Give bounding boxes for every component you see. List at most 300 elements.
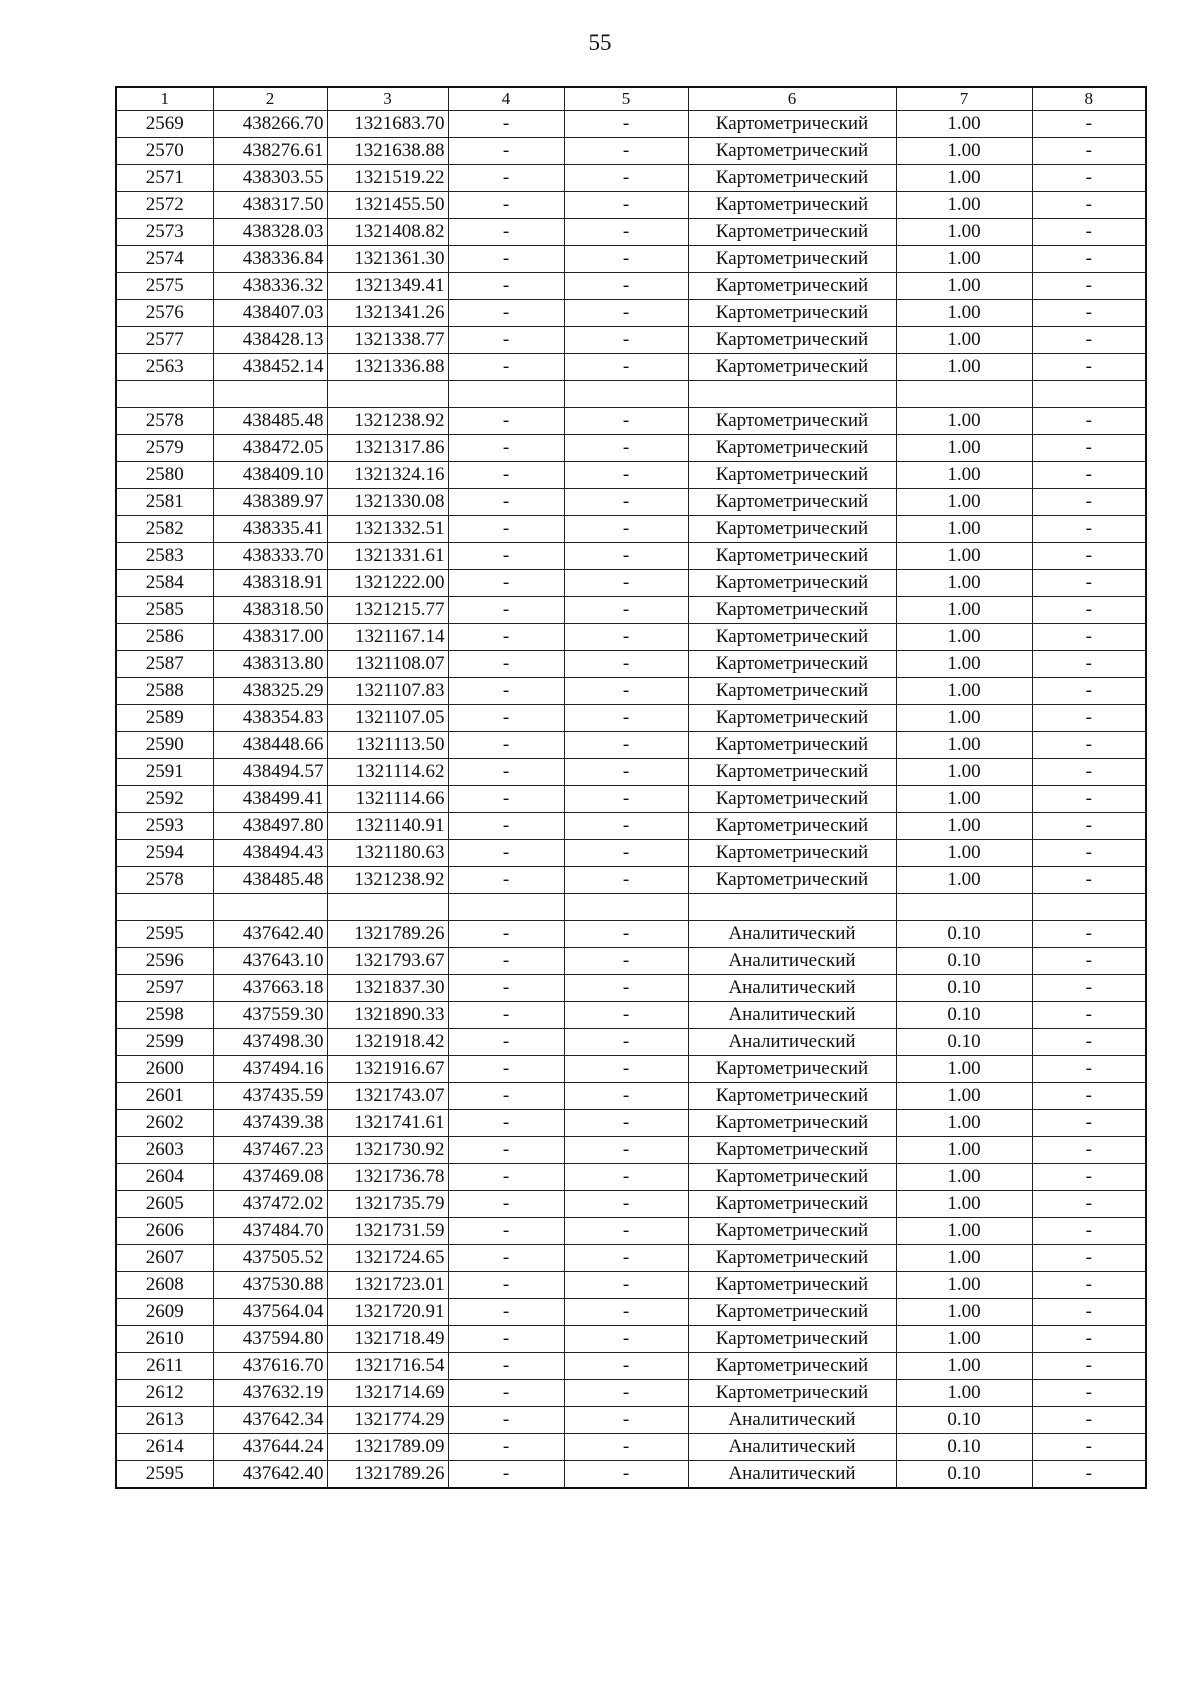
accuracy-cell: 1.00 <box>896 867 1032 894</box>
column-5-cell: - <box>564 543 688 570</box>
accuracy-cell: 1.00 <box>896 1110 1032 1137</box>
table-row <box>116 813 1146 840</box>
column-4-cell: - <box>448 165 564 192</box>
table-row <box>116 570 1146 597</box>
column-4-cell: - <box>448 1191 564 1218</box>
y-coordinate-cell: 1321789.26 <box>327 921 448 948</box>
column-8-cell: - <box>1032 1002 1146 1029</box>
column-header: 7 <box>896 87 1032 111</box>
column-5-cell: - <box>564 516 688 543</box>
point-number-cell: 2602 <box>116 1110 213 1137</box>
column-8-cell: - <box>1032 1434 1146 1461</box>
column-5-cell: - <box>564 1434 688 1461</box>
x-coordinate-cell: 437498.30 <box>213 1029 327 1056</box>
column-5-cell: - <box>564 1083 688 1110</box>
column-4-cell: - <box>448 840 564 867</box>
column-4-cell: - <box>448 1407 564 1434</box>
x-coordinate-cell: 437494.16 <box>213 1056 327 1083</box>
x-coordinate-cell <box>213 894 327 921</box>
table-row <box>116 1083 1146 1110</box>
x-coordinate-cell: 437642.34 <box>213 1407 327 1434</box>
point-number-cell: 2590 <box>116 732 213 759</box>
x-coordinate-cell: 438335.41 <box>213 516 327 543</box>
table-row <box>116 732 1146 759</box>
column-5-cell: - <box>564 1407 688 1434</box>
method-cell: Аналитический <box>688 1029 896 1056</box>
x-coordinate-cell: 437642.40 <box>213 921 327 948</box>
point-number-cell: 2605 <box>116 1191 213 1218</box>
column-8-cell: - <box>1032 1326 1146 1353</box>
method-cell: Картометрический <box>688 300 896 327</box>
point-number-cell: 2569 <box>116 111 213 138</box>
method-cell: Картометрический <box>688 1326 896 1353</box>
column-8-cell: - <box>1032 1164 1146 1191</box>
point-number-cell: 2580 <box>116 462 213 489</box>
accuracy-cell <box>896 381 1032 408</box>
method-cell: Картометрический <box>688 246 896 273</box>
accuracy-cell: 0.10 <box>896 975 1032 1002</box>
point-number-cell: 2604 <box>116 1164 213 1191</box>
column-8-cell: - <box>1032 516 1146 543</box>
accuracy-cell: 1.00 <box>896 462 1032 489</box>
y-coordinate-cell: 1321238.92 <box>327 408 448 435</box>
column-4-cell: - <box>448 732 564 759</box>
point-number-cell: 2597 <box>116 975 213 1002</box>
y-coordinate-cell: 1321113.50 <box>327 732 448 759</box>
column-4-cell: - <box>448 273 564 300</box>
column-8-cell: - <box>1032 273 1146 300</box>
method-cell: Картометрический <box>688 678 896 705</box>
y-coordinate-cell: 1321336.88 <box>327 354 448 381</box>
table-row <box>116 462 1146 489</box>
column-5-cell: - <box>564 435 688 462</box>
column-5-cell <box>564 381 688 408</box>
point-number-cell: 2608 <box>116 1272 213 1299</box>
accuracy-cell: 0.10 <box>896 948 1032 975</box>
x-coordinate-cell: 438317.00 <box>213 624 327 651</box>
x-coordinate-cell: 438494.57 <box>213 759 327 786</box>
point-number-cell: 2609 <box>116 1299 213 1326</box>
table-row <box>116 300 1146 327</box>
y-coordinate-cell: 1321730.92 <box>327 1137 448 1164</box>
column-4-cell: - <box>448 1137 564 1164</box>
method-cell: Аналитический <box>688 948 896 975</box>
x-coordinate-cell: 438266.70 <box>213 111 327 138</box>
table-row <box>116 408 1146 435</box>
table-row <box>116 1299 1146 1326</box>
accuracy-cell: 1.00 <box>896 1083 1032 1110</box>
column-4-cell: - <box>448 1029 564 1056</box>
accuracy-cell: 1.00 <box>896 705 1032 732</box>
table-row <box>116 1326 1146 1353</box>
column-5-cell: - <box>564 1002 688 1029</box>
column-8-cell: - <box>1032 1380 1146 1407</box>
x-coordinate-cell: 437472.02 <box>213 1191 327 1218</box>
table-row <box>116 921 1146 948</box>
point-number-cell: 2610 <box>116 1326 213 1353</box>
column-8-cell: - <box>1032 1353 1146 1380</box>
column-5-cell: - <box>564 705 688 732</box>
table-row <box>116 1137 1146 1164</box>
point-number-cell: 2613 <box>116 1407 213 1434</box>
method-cell: Картометрический <box>688 705 896 732</box>
method-cell: Картометрический <box>688 219 896 246</box>
y-coordinate-cell: 1321724.65 <box>327 1245 448 1272</box>
accuracy-cell: 1.00 <box>896 651 1032 678</box>
column-5-cell: - <box>564 759 688 786</box>
point-number-cell: 2582 <box>116 516 213 543</box>
column-8-cell: - <box>1032 1137 1146 1164</box>
table-row <box>116 543 1146 570</box>
y-coordinate-cell: 1321918.42 <box>327 1029 448 1056</box>
x-coordinate-cell: 438303.55 <box>213 165 327 192</box>
y-coordinate-cell: 1321107.05 <box>327 705 448 732</box>
column-8-cell: - <box>1032 1056 1146 1083</box>
accuracy-cell: 1.00 <box>896 1353 1032 1380</box>
method-cell: Картометрический <box>688 489 896 516</box>
method-cell: Картометрический <box>688 165 896 192</box>
accuracy-cell: 1.00 <box>896 624 1032 651</box>
column-4-cell: - <box>448 597 564 624</box>
x-coordinate-cell: 438497.80 <box>213 813 327 840</box>
table-body <box>116 111 1146 1489</box>
method-cell: Картометрический <box>688 624 896 651</box>
method-cell: Картометрический <box>688 570 896 597</box>
column-8-cell: - <box>1032 786 1146 813</box>
table-row <box>116 327 1146 354</box>
y-coordinate-cell: 1321916.67 <box>327 1056 448 1083</box>
accuracy-cell: 1.00 <box>896 1191 1032 1218</box>
column-8-cell: - <box>1032 1245 1146 1272</box>
table-row <box>116 165 1146 192</box>
column-5-cell: - <box>564 408 688 435</box>
column-4-cell: - <box>448 651 564 678</box>
accuracy-cell: 0.10 <box>896 1029 1032 1056</box>
point-number-cell: 2593 <box>116 813 213 840</box>
method-cell: Картометрический <box>688 327 896 354</box>
y-coordinate-cell: 1321222.00 <box>327 570 448 597</box>
table-row <box>116 759 1146 786</box>
table-row <box>116 786 1146 813</box>
column-header: 1 <box>116 87 213 111</box>
table-row <box>116 1461 1146 1489</box>
method-cell: Картометрический <box>688 732 896 759</box>
accuracy-cell: 1.00 <box>896 408 1032 435</box>
column-4-cell: - <box>448 1299 564 1326</box>
method-cell: Картометрический <box>688 1191 896 1218</box>
accuracy-cell: 1.00 <box>896 813 1032 840</box>
table-row <box>116 1272 1146 1299</box>
column-8-cell: - <box>1032 1461 1146 1489</box>
column-4-cell: - <box>448 1326 564 1353</box>
column-8-cell: - <box>1032 840 1146 867</box>
column-5-cell <box>564 894 688 921</box>
table-row <box>116 678 1146 705</box>
point-number-cell: 2594 <box>116 840 213 867</box>
table-row <box>116 138 1146 165</box>
column-5-cell: - <box>564 246 688 273</box>
column-8-cell: - <box>1032 813 1146 840</box>
accuracy-cell: 1.00 <box>896 165 1032 192</box>
column-4-cell: - <box>448 1083 564 1110</box>
column-4-cell: - <box>448 300 564 327</box>
column-4-cell: - <box>448 1218 564 1245</box>
y-coordinate-cell: 1321330.08 <box>327 489 448 516</box>
column-8-cell: - <box>1032 678 1146 705</box>
column-8-cell: - <box>1032 1218 1146 1245</box>
y-coordinate-cell: 1321837.30 <box>327 975 448 1002</box>
table-header-row <box>116 87 1146 111</box>
method-cell: Картометрический <box>688 543 896 570</box>
x-coordinate-cell: 437564.04 <box>213 1299 327 1326</box>
table-row <box>116 948 1146 975</box>
column-8-cell: - <box>1032 975 1146 1002</box>
column-header: 5 <box>564 87 688 111</box>
point-number-cell <box>116 894 213 921</box>
y-coordinate-cell <box>327 381 448 408</box>
point-number-cell: 2575 <box>116 273 213 300</box>
point-number-cell: 2591 <box>116 759 213 786</box>
column-5-cell: - <box>564 165 688 192</box>
point-number-cell: 2578 <box>116 408 213 435</box>
column-8-cell <box>1032 381 1146 408</box>
column-5-cell: - <box>564 138 688 165</box>
table-row <box>116 489 1146 516</box>
column-8-cell: - <box>1032 1191 1146 1218</box>
y-coordinate-cell: 1321789.26 <box>327 1461 448 1489</box>
table-row <box>116 246 1146 273</box>
column-5-cell: - <box>564 354 688 381</box>
accuracy-cell: 1.00 <box>896 1299 1032 1326</box>
table-row <box>116 1029 1146 1056</box>
y-coordinate-cell: 1321341.26 <box>327 300 448 327</box>
accuracy-cell: 0.10 <box>896 1002 1032 1029</box>
column-5-cell: - <box>564 1299 688 1326</box>
method-cell: Картометрический <box>688 597 896 624</box>
table-row <box>116 867 1146 894</box>
point-number-cell: 2570 <box>116 138 213 165</box>
x-coordinate-cell: 437594.80 <box>213 1326 327 1353</box>
method-cell: Картометрический <box>688 1137 896 1164</box>
column-5-cell: - <box>564 1380 688 1407</box>
y-coordinate-cell: 1321108.07 <box>327 651 448 678</box>
point-number-cell: 2596 <box>116 948 213 975</box>
column-5-cell: - <box>564 1353 688 1380</box>
point-number-cell: 2572 <box>116 192 213 219</box>
column-8-cell: - <box>1032 597 1146 624</box>
point-number-cell: 2585 <box>116 597 213 624</box>
table-row <box>116 597 1146 624</box>
column-8-cell: - <box>1032 624 1146 651</box>
method-cell: Аналитический <box>688 1461 896 1489</box>
x-coordinate-cell: 438409.10 <box>213 462 327 489</box>
accuracy-cell: 1.00 <box>896 678 1032 705</box>
x-coordinate-cell: 438318.91 <box>213 570 327 597</box>
accuracy-cell: 0.10 <box>896 921 1032 948</box>
column-4-cell: - <box>448 570 564 597</box>
accuracy-cell: 1.00 <box>896 273 1032 300</box>
method-cell: Картометрический <box>688 1218 896 1245</box>
column-4-cell: - <box>448 1056 564 1083</box>
x-coordinate-cell: 437632.19 <box>213 1380 327 1407</box>
column-8-cell: - <box>1032 1299 1146 1326</box>
column-5-cell: - <box>564 921 688 948</box>
column-8-cell: - <box>1032 192 1146 219</box>
point-number-cell: 2584 <box>116 570 213 597</box>
column-8-cell: - <box>1032 1272 1146 1299</box>
method-cell: Аналитический <box>688 1434 896 1461</box>
y-coordinate-cell: 1321331.61 <box>327 543 448 570</box>
accuracy-cell: 1.00 <box>896 597 1032 624</box>
x-coordinate-cell: 438448.66 <box>213 732 327 759</box>
column-4-cell: - <box>448 246 564 273</box>
column-4-cell: - <box>448 138 564 165</box>
column-4-cell: - <box>448 354 564 381</box>
column-4-cell: - <box>448 435 564 462</box>
y-coordinate-cell: 1321716.54 <box>327 1353 448 1380</box>
method-cell: Картометрический <box>688 1164 896 1191</box>
x-coordinate-cell: 437435.59 <box>213 1083 327 1110</box>
point-number-cell: 2574 <box>116 246 213 273</box>
x-coordinate-cell <box>213 381 327 408</box>
y-coordinate-cell: 1321774.29 <box>327 1407 448 1434</box>
method-cell: Картометрический <box>688 786 896 813</box>
method-cell: Картометрический <box>688 273 896 300</box>
column-8-cell: - <box>1032 948 1146 975</box>
table-row <box>116 651 1146 678</box>
column-5-cell: - <box>564 489 688 516</box>
x-coordinate-cell: 438313.80 <box>213 651 327 678</box>
x-coordinate-cell: 438407.03 <box>213 300 327 327</box>
column-4-cell: - <box>448 705 564 732</box>
x-coordinate-cell: 437642.40 <box>213 1461 327 1489</box>
accuracy-cell: 0.10 <box>896 1434 1032 1461</box>
point-number-cell: 2587 <box>116 651 213 678</box>
y-coordinate-cell: 1321349.41 <box>327 273 448 300</box>
x-coordinate-cell: 437467.23 <box>213 1137 327 1164</box>
method-cell: Аналитический <box>688 975 896 1002</box>
column-8-cell: - <box>1032 354 1146 381</box>
column-4-cell: - <box>448 1164 564 1191</box>
column-5-cell: - <box>564 219 688 246</box>
column-4-cell: - <box>448 1110 564 1137</box>
method-cell: Картометрический <box>688 813 896 840</box>
point-number-cell: 2595 <box>116 921 213 948</box>
point-number-cell: 2563 <box>116 354 213 381</box>
column-4-cell: - <box>448 867 564 894</box>
method-cell: Картометрический <box>688 462 896 489</box>
table-row <box>116 1110 1146 1137</box>
accuracy-cell: 1.00 <box>896 489 1032 516</box>
x-coordinate-cell: 438328.03 <box>213 219 327 246</box>
x-coordinate-cell: 437469.08 <box>213 1164 327 1191</box>
column-5-cell: - <box>564 597 688 624</box>
point-number-cell: 2586 <box>116 624 213 651</box>
column-8-cell: - <box>1032 1407 1146 1434</box>
column-4-cell: - <box>448 1002 564 1029</box>
method-cell: Картометрический <box>688 1245 896 1272</box>
x-coordinate-cell: 438452.14 <box>213 354 327 381</box>
table-row <box>116 111 1146 138</box>
column-4-cell: - <box>448 1434 564 1461</box>
y-coordinate-cell: 1321114.66 <box>327 786 448 813</box>
accuracy-cell: 1.00 <box>896 759 1032 786</box>
accuracy-cell: 0.10 <box>896 1407 1032 1434</box>
column-4-cell: - <box>448 327 564 354</box>
method-cell: Аналитический <box>688 1407 896 1434</box>
column-8-cell: - <box>1032 111 1146 138</box>
column-8-cell: - <box>1032 867 1146 894</box>
point-number-cell: 2598 <box>116 1002 213 1029</box>
point-number-cell: 2583 <box>116 543 213 570</box>
column-4-cell: - <box>448 462 564 489</box>
x-coordinate-cell: 438317.50 <box>213 192 327 219</box>
x-coordinate-cell: 437644.24 <box>213 1434 327 1461</box>
column-header: 2 <box>213 87 327 111</box>
column-4-cell: - <box>448 516 564 543</box>
column-4-cell <box>448 894 564 921</box>
column-4-cell: - <box>448 1245 564 1272</box>
y-coordinate-cell <box>327 894 448 921</box>
column-8-cell: - <box>1032 1110 1146 1137</box>
column-8-cell: - <box>1032 435 1146 462</box>
column-4-cell: - <box>448 921 564 948</box>
column-5-cell: - <box>564 1164 688 1191</box>
column-8-cell: - <box>1032 759 1146 786</box>
column-5-cell: - <box>564 192 688 219</box>
method-cell <box>688 381 896 408</box>
point-number-cell: 2599 <box>116 1029 213 1056</box>
y-coordinate-cell: 1321338.77 <box>327 327 448 354</box>
column-8-cell: - <box>1032 570 1146 597</box>
table-row <box>116 1218 1146 1245</box>
column-5-cell: - <box>564 462 688 489</box>
y-coordinate-cell: 1321317.86 <box>327 435 448 462</box>
column-8-cell: - <box>1032 543 1146 570</box>
point-number-cell: 2612 <box>116 1380 213 1407</box>
y-coordinate-cell: 1321107.83 <box>327 678 448 705</box>
accuracy-cell: 1.00 <box>896 786 1032 813</box>
y-coordinate-cell: 1321408.82 <box>327 219 448 246</box>
column-8-cell: - <box>1032 219 1146 246</box>
column-8-cell: - <box>1032 732 1146 759</box>
method-cell: Картометрический <box>688 354 896 381</box>
column-8-cell <box>1032 894 1146 921</box>
column-4-cell: - <box>448 1380 564 1407</box>
accuracy-cell: 1.00 <box>896 246 1032 273</box>
method-cell: Картометрический <box>688 651 896 678</box>
table-row <box>116 840 1146 867</box>
point-number-cell: 2581 <box>116 489 213 516</box>
table-row <box>116 1407 1146 1434</box>
table-row <box>116 624 1146 651</box>
column-8-cell: - <box>1032 165 1146 192</box>
point-number-cell: 2606 <box>116 1218 213 1245</box>
method-cell: Аналитический <box>688 921 896 948</box>
point-number-cell: 2576 <box>116 300 213 327</box>
column-8-cell: - <box>1032 462 1146 489</box>
column-4-cell: - <box>448 1461 564 1489</box>
point-number-cell: 2589 <box>116 705 213 732</box>
accuracy-cell: 1.00 <box>896 435 1032 462</box>
column-5-cell: - <box>564 111 688 138</box>
method-cell: Картометрический <box>688 1110 896 1137</box>
method-cell: Картометрический <box>688 1380 896 1407</box>
x-coordinate-cell: 438276.61 <box>213 138 327 165</box>
y-coordinate-cell: 1321638.88 <box>327 138 448 165</box>
column-5-cell: - <box>564 840 688 867</box>
point-number-cell: 2611 <box>116 1353 213 1380</box>
